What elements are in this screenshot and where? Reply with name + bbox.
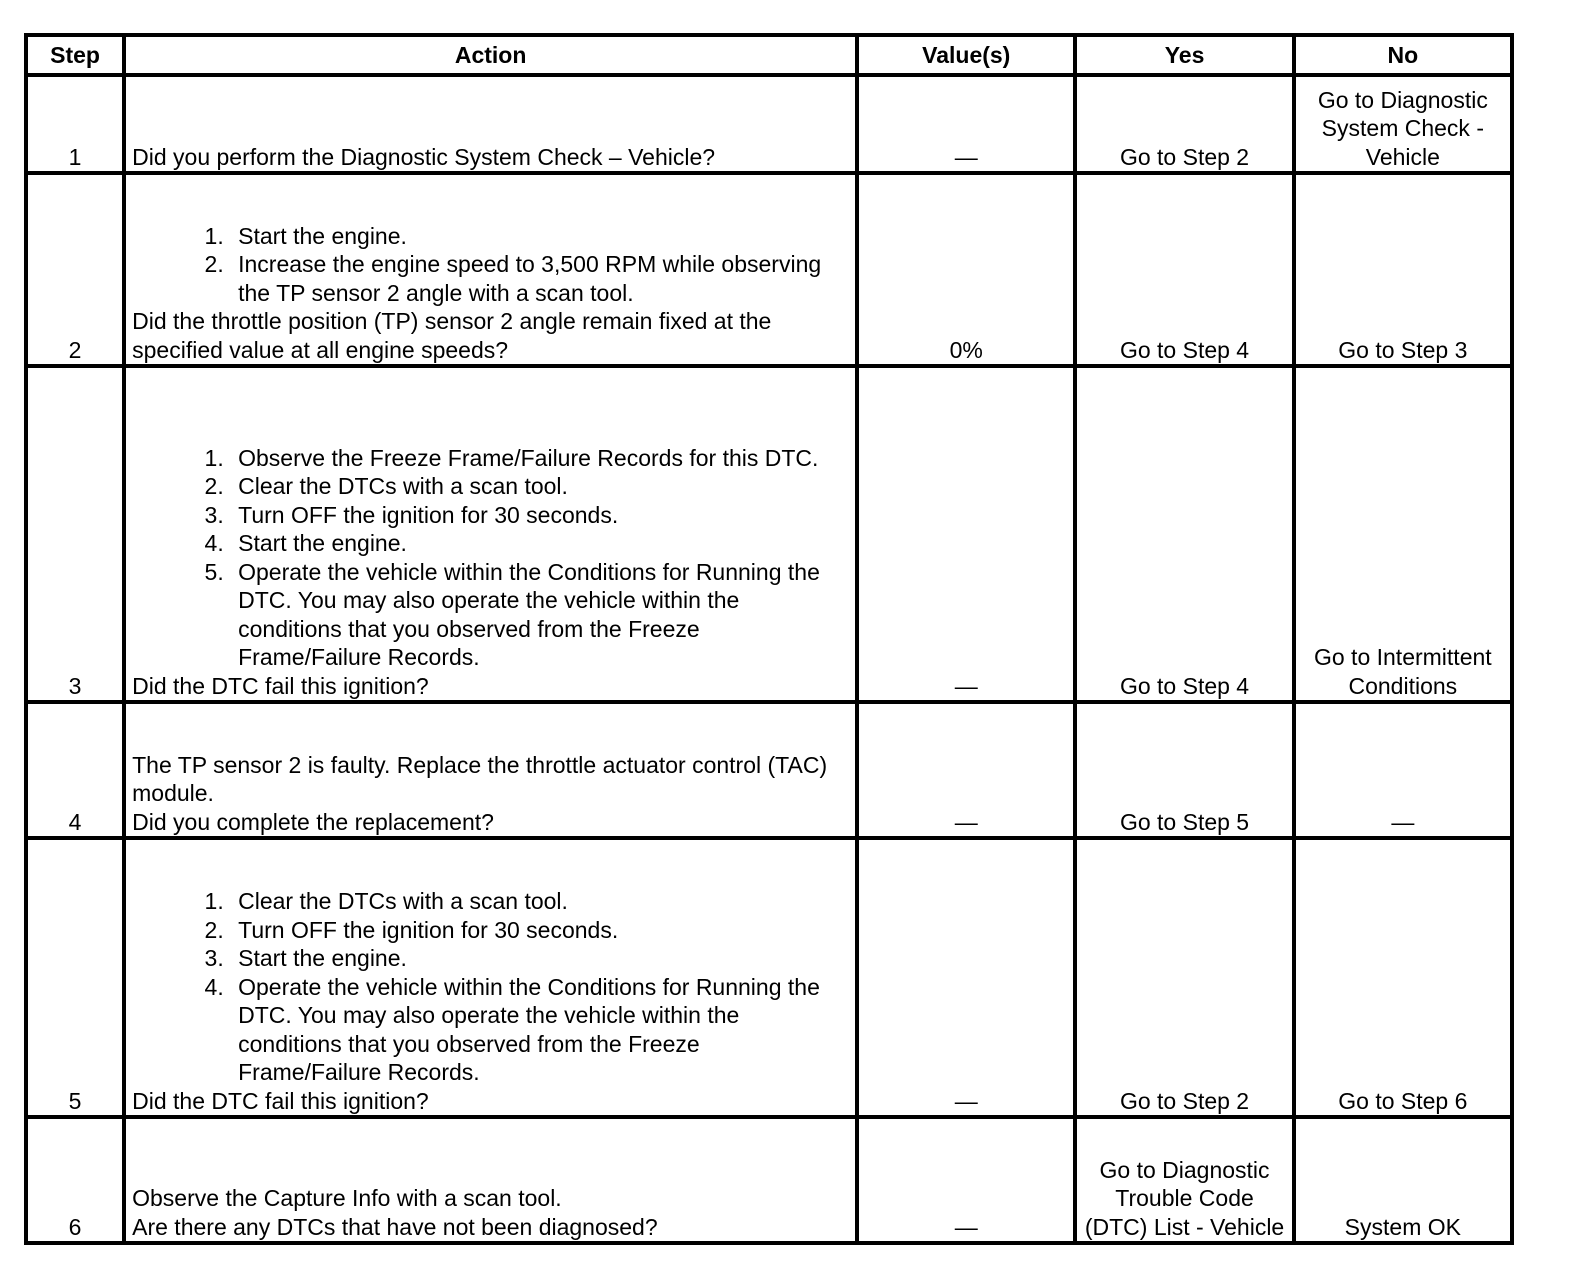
action-steps-list [132,222,849,308]
value-cell: — [857,702,1075,838]
list-item: 2. Increase the engine speed to 3,500 RPM while observing the TP sensor 2 angle with a scan tool. [230,250,849,307]
header-no: No [1294,35,1512,75]
action-question: Did you complete the replacement? [132,808,494,835]
list-item: 1. Start the engine. [230,222,849,251]
list-item: 1. Clear the DTCs with a scan tool. [230,887,849,916]
action-cell [124,838,857,1117]
value-cell: — [857,838,1075,1117]
action-intro: The TP sensor 2 is faulty. Replace the throttle actuator control (TAC) module. [132,751,828,806]
header-yes: Yes [1075,35,1293,75]
table-row-step-1 [26,75,1512,173]
diagnostic-table [24,33,1514,1245]
no-cell: — [1294,702,1512,838]
action-cell [124,75,857,173]
list-item: 3. Start the engine. [230,944,849,973]
header-row [26,35,1512,75]
action-steps-list [132,444,849,672]
yes-cell: Go to Step 2 [1075,838,1293,1117]
action-cell [124,173,857,366]
list-item: 2. Clear the DTCs with a scan tool. [230,472,849,501]
step-number: 6 [26,1117,124,1243]
no-cell: Go to Intermittent Conditions [1294,366,1512,702]
yes-cell: Go to Step 4 [1075,173,1293,366]
step-number: 2 [26,173,124,366]
yes-cell: Go to Step 2 [1075,75,1293,173]
list-item: 2. Turn OFF the ignition for 30 seconds. [230,916,849,945]
value-cell: — [857,75,1075,173]
step-number: 4 [26,702,124,838]
action-cell [124,1117,857,1243]
list-item: 4. Operate the vehicle within the Conditions for Running the DTC. You may also operate the vehicle within the conditions that you observed from the Freeze Frame/Failure Records. [230,973,849,1087]
table-row-step-2 [26,173,1512,366]
yes-cell: Go to Step 5 [1075,702,1293,838]
action-question: Did the DTC fail this ignition? [132,672,429,699]
action-intro: Observe the Capture Info with a scan tool. [132,1185,562,1211]
value-cell: — [857,1117,1075,1243]
action-question: Did you perform the Diagnostic System Check – Vehicle? [132,143,716,170]
table-row-step-4 [26,702,1512,838]
step-number: 3 [26,366,124,702]
list-item: 4. Start the engine. [230,529,849,558]
yes-cell: Go to Step 4 [1075,366,1293,702]
value-cell: — [857,366,1075,702]
list-item: 5. Operate the vehicle within the Conditions for Running the DTC. You may also operate the vehicle within the conditions that you observed from the Freeze Frame/Failure Records. [230,558,849,672]
table-row-step-3 [26,366,1512,702]
header-action: Action [124,35,857,75]
list-item: 1. Observe the Freeze Frame/Failure Records for this DTC. [230,444,849,473]
yes-cell: Go to Diagnostic Trouble Code (DTC) List - Vehicle [1075,1117,1293,1243]
action-steps-list [132,887,849,1087]
action-cell [124,366,857,702]
header-step: Step [26,35,124,75]
value-cell: 0% [857,173,1075,366]
step-number: 5 [26,838,124,1117]
table-row-step-6 [26,1117,1512,1243]
table-row-step-5 [26,838,1512,1117]
action-question: Are there any DTCs that have not been diagnosed? [132,1213,658,1240]
action-cell [124,702,857,838]
no-cell: System OK [1294,1117,1512,1243]
no-cell: Go to Step 3 [1294,173,1512,366]
no-cell: Go to Diagnostic System Check - Vehicle [1294,75,1512,173]
header-values: Value(s) [857,35,1075,75]
action-question: Did the throttle position (TP) sensor 2 angle remain fixed at the specified value at all engine speeds? [132,308,772,363]
list-item: 3. Turn OFF the ignition for 30 seconds. [230,501,849,530]
no-cell: Go to Step 6 [1294,838,1512,1117]
step-number: 1 [26,75,124,173]
action-question: Did the DTC fail this ignition? [132,1087,429,1114]
